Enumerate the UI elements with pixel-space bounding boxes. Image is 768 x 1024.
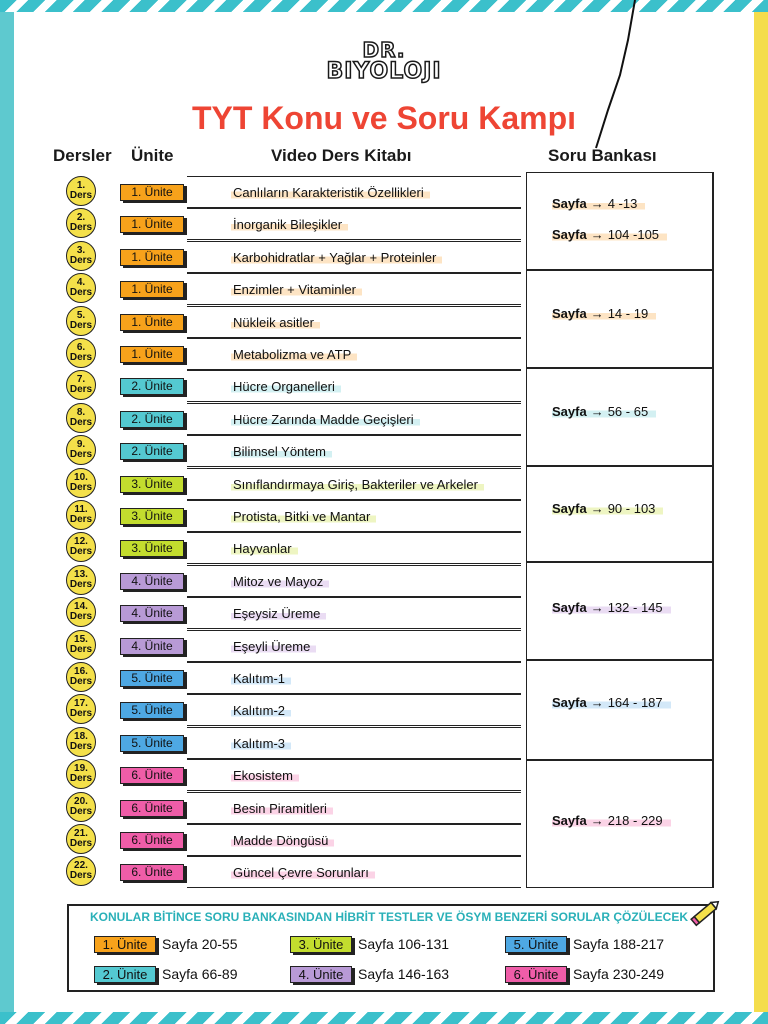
sayfa-label: Sayfa [552,404,587,419]
lesson-row [0,824,540,856]
lesson-ders-label: Ders [69,481,93,493]
lesson-number-badge [66,792,96,822]
topic-title: Bilimsel Yöntem [231,444,332,459]
lesson-row [0,370,540,402]
lesson-ders-label: Ders [69,643,93,655]
lesson-ders-label: Ders [69,190,93,201]
summary-unit-tag: 5. Ünite [505,936,567,953]
lesson-ders-label: Ders [69,805,93,817]
lesson-row [0,306,540,338]
page-range: 4 -13 [607,196,638,211]
topic-title: Metabolizma ve ATP [231,347,357,362]
arrow-icon: → [590,196,604,211]
lesson-row [0,792,540,824]
topic-cell [187,241,521,273]
lesson-number-badge [66,208,96,238]
topic-cell [187,435,521,467]
lesson-ders-label: Ders [69,676,93,687]
topic-title: Güncel Çevre Sorunları [231,865,375,880]
unit-tag: 5. Ünite [120,670,184,687]
header-dersler: Dersler [53,146,112,165]
lesson-number-badge [66,435,96,465]
unit-tag: 6. Ünite [120,832,184,849]
lesson-number: 4. [76,277,86,289]
topic-cell [187,532,521,564]
brand-logo [0,40,768,84]
sayfa-label: Sayfa [552,813,587,828]
lesson-number: 18. [74,730,88,742]
lesson-ders-label: Ders [69,319,93,331]
unit-tag: 3. Ünite [120,540,184,557]
lesson-row [0,338,540,370]
soru-bankasi-pages [552,813,671,828]
summary-unit-tag: 4. Ünite [290,966,352,983]
lesson-row [0,727,540,759]
unit-tag: 4. Ünite [120,605,184,622]
unit-tag: 2. Ünite [120,378,184,395]
unit-tag: 1. Ünite [120,216,184,233]
lesson-number: 12. [74,536,88,548]
lesson-number-badge [66,565,96,595]
arrow-icon: → [590,404,604,419]
topic-cell [187,370,521,402]
lesson-ders-label: Ders [69,384,93,396]
unit-tag: 4. Ünite [120,573,184,590]
lesson-number-badge [66,468,96,498]
lesson-number: 3. [76,244,86,256]
summary-unit-tag: 6. Ünite [505,966,567,983]
lesson-number: 6. [76,342,86,353]
lesson-number-badge [66,338,96,368]
topic-title: Eşeysiz Üreme [231,606,326,621]
summary-pages: Sayfa 106-131 [358,936,450,952]
lesson-number: 2. [76,212,86,224]
topic-cell [187,824,521,856]
lesson-ders-label: Ders [69,546,93,558]
topic-cell [187,597,521,629]
sayfa-label: Sayfa [552,196,587,211]
lesson-number: 22. [74,860,88,872]
summary-pages: Sayfa 20-55 [162,936,238,952]
lesson-ders-label: Ders [69,578,93,590]
topic-cell [187,565,521,597]
lesson-number-badge [66,759,96,789]
sayfa-label: Sayfa [552,695,587,710]
topic-title: Hayvanlar [231,541,298,556]
lesson-number-badge [66,694,96,724]
topic-cell [187,338,521,370]
logo-line-1: DR. [362,38,406,62]
unit-tag: 1. Ünite [120,281,184,298]
topic-title: Kalıtım-2 [231,703,291,718]
topic-cell [187,468,521,500]
lesson-row [0,856,540,888]
summary-pages: Sayfa 66-89 [162,966,238,982]
sayfa-label: Sayfa [552,306,587,321]
lesson-number-badge [66,532,96,562]
lesson-number: 16. [74,666,88,677]
topic-title: Enzimler + Vitaminler [231,282,362,297]
lesson-number: 1. [76,180,86,191]
header-unite: Ünite [131,146,174,165]
unit-tag: 1. Ünite [120,314,184,331]
topic-title: İnorganik Bileşikler [231,217,348,232]
unit-tag: 6. Ünite [120,864,184,881]
page-range: 218 - 229 [607,813,663,828]
soru-bankasi-pages [552,404,656,419]
lesson-ders-label: Ders [69,514,93,525]
lesson-ders-label: Ders [69,222,93,234]
lesson-number: 17. [74,698,88,710]
lesson-number: 20. [74,795,88,807]
page-range: 104 -105 [607,227,660,242]
topic-cell [187,176,521,208]
topic-title: Nükleik asitler [231,315,320,330]
lesson-number-badge [66,370,96,400]
lesson-ders-label: Ders [69,254,93,266]
lesson-number: 11. [74,504,88,515]
lesson-row [0,694,540,726]
header-soru-bankasi: Soru Bankası [548,146,657,165]
lesson-number: 14. [74,601,88,613]
page-range: 164 - 187 [607,695,663,710]
unit-tag: 1. Ünite [120,346,184,363]
lesson-ders-label: Ders [69,352,93,363]
lesson-ders-label: Ders [69,838,93,849]
top-stripe-border [0,0,768,12]
lesson-number-badge [66,630,96,660]
page-title: TYT Konu ve Soru Kampı [191,100,577,136]
sayfa-label: Sayfa [552,600,587,615]
topic-title: Sınıflandırmaya Giriş, Bakteriler ve Arkeler [231,477,484,492]
lesson-number: 8. [76,406,86,418]
lesson-row [0,565,540,597]
unit-tag: 3. Ünite [120,508,184,525]
header-video: Video Ders Kitabı [271,146,412,165]
soru-bankasi-pages [552,306,656,321]
topic-cell [187,856,521,888]
summary-unit-tag: 1. Ünite [94,936,156,953]
arrow-icon: → [590,695,604,710]
unit-tag: 6. Ünite [120,800,184,817]
summary-pages: Sayfa 146-163 [358,966,450,982]
unit-tag: 1. Ünite [120,249,184,266]
unit-tag: 5. Ünite [120,702,184,719]
topic-cell [187,306,521,338]
arrow-icon: → [590,501,604,516]
soru-bankasi-pages [552,600,671,615]
sayfa-label: Sayfa [552,501,587,516]
lesson-ders-label: Ders [69,416,93,428]
topic-title: Protista, Bitki ve Mantar [231,509,376,524]
soru-bankasi-group-box [526,660,714,760]
lesson-number-badge [66,306,96,336]
topic-title: Canlıların Karakteristik Özellikleri [231,185,430,200]
lesson-number-badge [66,176,96,206]
topic-cell [187,759,521,791]
sayfa-label: Sayfa [552,227,587,242]
topic-cell [187,500,521,532]
page-range: 132 - 145 [607,600,663,615]
lesson-number: 13. [74,568,88,580]
topic-title: Hücre Zarında Madde Geçişleri [231,412,420,427]
lesson-number-badge [66,662,96,692]
soru-bankasi-pages [552,227,667,242]
lesson-ders-label: Ders [69,870,93,882]
topic-cell [187,208,521,240]
unit-tag: 3. Ünite [120,476,184,493]
lesson-ders-label: Ders [69,287,93,299]
arrow-icon: → [590,813,604,828]
lesson-number: 15. [74,633,88,645]
summary-pages: Sayfa 230-249 [573,966,665,982]
topic-cell [187,403,521,435]
lesson-row [0,273,540,305]
topic-cell [187,630,521,662]
topic-cell [187,727,521,759]
lesson-number-badge [66,273,96,303]
unit-tag: 4. Ünite [120,638,184,655]
topic-title: Kalıtım-1 [231,671,291,686]
lesson-number: 9. [76,439,86,451]
lesson-row [0,500,540,532]
topic-title: Besin Piramitleri [231,801,333,816]
lesson-number-badge [66,500,96,530]
page-range: 56 - 65 [607,404,649,419]
lesson-ders-label: Ders [69,740,93,752]
lesson-number-badge [66,597,96,627]
lesson-number-badge [66,727,96,757]
soru-bankasi-pages [552,196,645,211]
lesson-ders-label: Ders [69,449,93,461]
lesson-row [0,662,540,694]
lesson-ders-label: Ders [69,611,93,623]
soru-bankasi-pages [552,501,663,516]
lesson-row [0,759,540,791]
summary-unit-tag: 3. Ünite [290,936,352,953]
lesson-row [0,435,540,467]
lesson-ders-label: Ders [69,708,93,720]
topic-cell [187,792,521,824]
lesson-row [0,176,540,208]
lesson-row [0,403,540,435]
soru-bankasi-group-box [526,172,714,270]
right-side-bar [754,12,768,1012]
topic-title: Mitoz ve Mayoz [231,574,329,589]
lesson-number: 5. [76,309,86,321]
topic-title: Karbohidratlar + Yağlar + Proteinler [231,250,442,265]
lesson-row [0,241,540,273]
logo-line-2: BIYOLOJI [326,59,442,84]
lesson-number: 10. [74,471,88,483]
unit-tag: 5. Ünite [120,735,184,752]
topic-title: Madde Döngüsü [231,833,334,848]
summary-pages: Sayfa 188-217 [573,936,665,952]
lesson-number-badge [66,824,96,854]
lesson-row [0,532,540,564]
pencil-icon [688,894,724,930]
arrow-icon: → [590,227,604,242]
unit-tag: 2. Ünite [120,411,184,428]
lesson-number: 7. [76,374,86,386]
lesson-number: 21. [74,828,88,839]
lesson-ders-label: Ders [69,773,93,785]
soru-bankasi-pages [552,695,671,710]
lesson-number-badge [66,403,96,433]
unit-tag: 2. Ünite [120,443,184,460]
page-range: 14 - 19 [607,306,649,321]
topic-cell [187,662,521,694]
unit-tag: 1. Ünite [120,184,184,201]
topic-title: Hücre Organelleri [231,379,341,394]
lesson-number-badge [66,856,96,886]
unit-tag: 6. Ünite [120,767,184,784]
summary-unit-tag: 2. Ünite [94,966,156,983]
lesson-row [0,630,540,662]
topic-cell [187,694,521,726]
arrow-icon: → [590,600,604,615]
bottom-stripe-border [0,1012,768,1024]
topic-cell [187,273,521,305]
topic-title: Eşeyli Üreme [231,639,316,654]
topic-title: Kalıtım-3 [231,736,291,751]
topic-title: Ekosistem [231,768,299,783]
lesson-row [0,468,540,500]
page-range: 90 - 103 [607,501,656,516]
arrow-icon: → [590,306,604,321]
lesson-row [0,208,540,240]
lesson-number: 19. [74,763,88,775]
summary-note: KONULAR BİTİNCE SORU BANKASINDAN HİBRİT TESTLER VE ÖSYM BENZERİ SORULAR ÇÖZÜLECEK [90,910,689,924]
lesson-number-badge [66,241,96,271]
lesson-row [0,597,540,629]
